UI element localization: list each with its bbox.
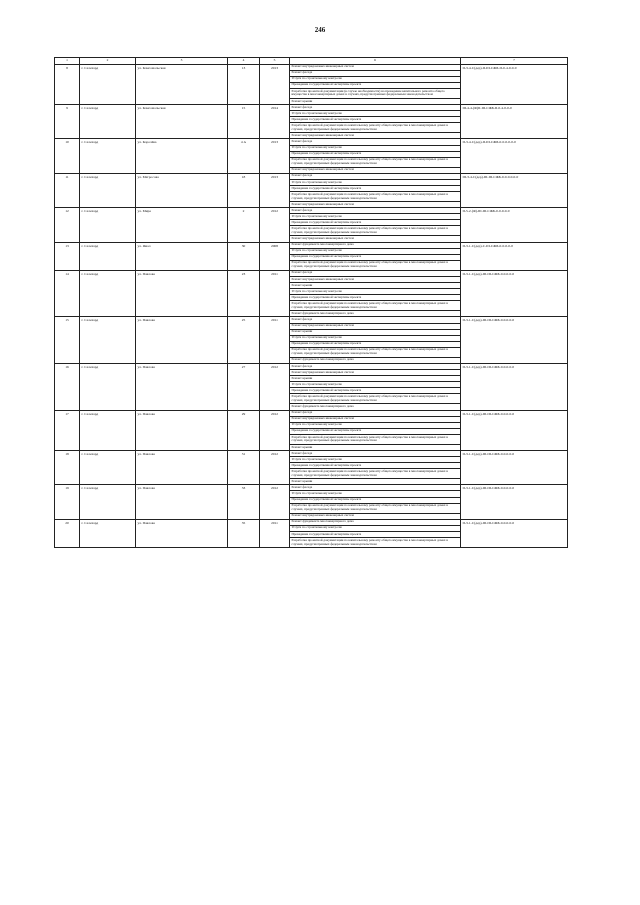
- row-number-cell: 17: [55, 410, 80, 450]
- city-cell: г. Салехард: [80, 208, 136, 242]
- work-type-cell: Ремонт фасада: [290, 270, 461, 276]
- work-type-cell: Ремонт фундамента многоквартирного дома: [290, 357, 461, 363]
- work-type-cell: Услуги по строительному контролю: [290, 335, 461, 341]
- work-type-cell: Разработка проектной документации по капитальному ремонту общего имущества в многоквартирных домах в случаях, предусмотренных федеральным законодательством: [290, 123, 461, 133]
- street-cell: ул. Павлова: [136, 519, 228, 547]
- city-cell: г. Салехард: [80, 173, 136, 207]
- row-number-cell: 12: [55, 208, 80, 242]
- year-cell: 2012: [260, 485, 290, 519]
- street-cell: ул. Павлова: [136, 363, 228, 410]
- city-cell: г. Салехард: [80, 485, 136, 519]
- city-cell: г. Салехард: [80, 64, 136, 104]
- work-type-cell: Ремонт внутридомовых инженерных систем: [290, 202, 461, 208]
- work-type-cell: Услуги по строительному контролю: [290, 145, 461, 151]
- work-type-cell: Проведение государственной экспертизы проекта: [290, 151, 461, 157]
- house-number-cell: 4 А: [228, 139, 260, 173]
- work-type-cell: Разработка проектной документации по капитальному ремонту общего имущества в многоквартирных домах в случаях, предусмотренных федеральным законодательством: [290, 157, 461, 167]
- classification-code-cell: II-5-2-(Ф)-III-III-СЖБ-0-0-0-0-0: [461, 208, 568, 242]
- column-header: 7: [461, 58, 568, 65]
- work-type-cell: Ремонт фасада: [290, 139, 461, 145]
- city-cell: г. Салехард: [80, 317, 136, 364]
- classification-code-cell: III-3-4-С(дер)-III-III-СЖБ-0-0-0-0-0-0: [461, 173, 568, 207]
- row-number-cell: 14: [55, 270, 80, 317]
- city-cell: г. Салехард: [80, 139, 136, 173]
- work-type-cell: Ремонт фасада: [290, 317, 461, 323]
- house-number-cell: 33: [228, 485, 260, 519]
- street-cell: ул. Мира: [136, 208, 228, 242]
- work-type-cell: Ремонт фасада: [290, 70, 461, 76]
- classification-code-cell: II-3-1-С(дер)-С-III-СЖБ-0-0-0-0-0: [461, 242, 568, 270]
- row-number-cell: 13: [55, 242, 80, 270]
- classification-code-cell: II-3-1-С(дер)-III-III-СЖБ-0-0-0-0-0: [461, 485, 568, 519]
- house-number-cell: 2: [228, 208, 260, 242]
- column-header: 1: [55, 58, 80, 65]
- work-type-cell: Разработка проектной документации по капитальному ремонту общего имущества в многоквартирных домах в случаях, предусмотренных федеральным законодательством: [290, 394, 461, 404]
- house-number-cell: 30: [228, 242, 260, 270]
- street-cell: ул. Павлова: [136, 451, 228, 485]
- row-number-cell: 20: [55, 519, 80, 547]
- street-cell: ул. Ямал: [136, 242, 228, 270]
- work-type-cell: Ремонт крыши: [290, 444, 461, 450]
- work-type-cell: Проведение государственной экспертизы проекта: [290, 295, 461, 301]
- classification-code-cell: II-3-1-С(дер)-III-III-СЖБ-0-0-0-0-0: [461, 363, 568, 410]
- work-type-cell: Ремонт фасада: [290, 208, 461, 214]
- year-cell: 2012: [260, 410, 290, 450]
- year-cell: 2012: [260, 363, 290, 410]
- city-cell: г. Салехард: [80, 519, 136, 547]
- classification-code-cell: III-4-4-(Ф)II-III-СЖБ-II-0-4-0-0-0: [461, 105, 568, 139]
- work-type-cell: Услуги по строительному контролю: [290, 525, 461, 531]
- repair-program-table: [54, 57, 568, 548]
- street-cell: ул. Павлова: [136, 270, 228, 317]
- year-cell: 2014: [260, 105, 290, 139]
- classification-code-cell: II-3-1-С(дер)-III-III-СЖБ-0-0-0-0-0: [461, 410, 568, 450]
- house-number-cell: 15: [228, 105, 260, 139]
- column-header: 5: [260, 58, 290, 65]
- classification-code-cell: II-3-1-С(дер)-III-III-СЖБ-0-0-0-0-0: [461, 451, 568, 485]
- street-cell: ул. Королёва: [136, 139, 228, 173]
- row-number-cell: 18: [55, 451, 80, 485]
- year-cell: 2011: [260, 317, 290, 364]
- work-type-cell: Ремонт крыши: [290, 329, 461, 335]
- work-type-cell: Услуги по строительному контролю: [290, 422, 461, 428]
- house-number-cell: 13: [228, 64, 260, 104]
- work-type-cell: Ремонт внутридомовых инженерных систем: [290, 167, 461, 173]
- work-type-cell: Ремонт внутридомовых инженерных систем: [290, 133, 461, 139]
- work-type-cell: Разработка проектной документации по капитальному ремонту общего имущества в многоквартирных домах в случаях, предусмотренных федеральным законодательством: [290, 347, 461, 357]
- year-cell: 2013: [260, 139, 290, 173]
- work-type-cell: Разработка проектной документации по капитальному ремонту общего имущества в многоквартирных домах в случаях, предусмотренных федеральным законодательством: [290, 260, 461, 270]
- street-cell: ул. Комсомольская: [136, 64, 228, 104]
- house-number-cell: 23: [228, 270, 260, 317]
- work-type-cell: Услуги по строительному контролю: [290, 382, 461, 388]
- street-cell: ул. Матросова: [136, 173, 228, 207]
- work-type-cell: Услуги по строительному контролю: [290, 248, 461, 254]
- work-type-cell: Разработка проектной документации по капитальному ремонту общего имущества в многоквартирных домах в случаях, предусмотренных федеральным законодательством: [290, 226, 461, 236]
- work-type-cell: Ремонт крыши: [290, 98, 461, 104]
- street-cell: ул. Павлова: [136, 317, 228, 364]
- street-cell: ул. Комсомольская: [136, 105, 228, 139]
- work-type-cell: Услуги по строительному контролю: [290, 289, 461, 295]
- row-number-cell: 9: [55, 105, 80, 139]
- work-type-cell: Проведение государственной экспертизы проекта: [290, 388, 461, 394]
- street-cell: ул. Павлова: [136, 485, 228, 519]
- work-type-cell: Ремонт фасада: [290, 173, 461, 179]
- column-header: 2: [80, 58, 136, 65]
- work-type-cell: Проведение государственной экспертизы проекта: [290, 341, 461, 347]
- year-cell: 2012: [260, 451, 290, 485]
- column-header: 3: [136, 58, 228, 65]
- work-type-cell: Ремонт фундамента многоквартирного дома: [290, 242, 461, 248]
- work-type-cell: Услуги по строительному контролю: [290, 457, 461, 463]
- work-type-cell: Услуги по строительному контролю: [290, 76, 461, 82]
- work-type-cell: Проведение государственной экспертизы проекта: [290, 463, 461, 469]
- work-type-cell: Ремонт фасада: [290, 105, 461, 111]
- column-header: 6: [290, 58, 461, 65]
- house-number-cell: 18: [228, 173, 260, 207]
- work-type-cell: Проведение государственной экспертизы проекта: [290, 117, 461, 123]
- work-type-cell: Ремонт крыши: [290, 283, 461, 289]
- work-type-cell: Ремонт крыши: [290, 376, 461, 382]
- row-number-cell: 11: [55, 173, 80, 207]
- work-type-cell: Ремонт внутридомовых инженерных систем: [290, 416, 461, 422]
- column-number-row: [55, 58, 568, 65]
- year-cell: 2013: [260, 173, 290, 207]
- year-cell: 2008: [260, 242, 290, 270]
- classification-code-cell: II-3-1-С(дер)-III-III-СЖБ-0-0-0-0-0: [461, 519, 568, 547]
- row-number-cell: 16: [55, 363, 80, 410]
- city-cell: г. Салехард: [80, 363, 136, 410]
- table-header: [55, 58, 568, 65]
- year-cell: 2012: [260, 208, 290, 242]
- year-cell: 2013: [260, 64, 290, 104]
- work-type-cell: Ремонт фундамента многоквартирного дома: [290, 519, 461, 525]
- city-cell: г. Салехард: [80, 105, 136, 139]
- work-type-cell: Проведение государственной экспертизы проекта: [290, 428, 461, 434]
- street-cell: ул. Павлова: [136, 410, 228, 450]
- work-type-cell: Услуги по строительному контролю: [290, 214, 461, 220]
- work-type-cell: Разработка проектной документации по капитальному ремонту общего имущества в многоквартирных домах в случаях, предусмотренных федеральным законодательством: [290, 301, 461, 311]
- row-number-cell: 15: [55, 317, 80, 364]
- work-type-cell: Услуги по строительному контролю: [290, 111, 461, 117]
- page-number: 246: [314, 26, 326, 34]
- classification-code-cell: II-3-1-С(дер)-III-III-СЖБ-0-0-0-0-0: [461, 270, 568, 317]
- city-cell: г. Салехард: [80, 270, 136, 317]
- work-type-cell: Ремонт фундамента многоквартирного дома: [290, 404, 461, 410]
- work-type-cell: Проведение государственной экспертизы проекта: [290, 186, 461, 192]
- work-type-cell: Разработка проектной документации по капитальному ремонту общего имущества в многоквартирных домах в случаях, предусмотренных федеральным законодательством: [290, 434, 461, 444]
- house-number-cell: 35: [228, 519, 260, 547]
- city-cell: г. Салехард: [80, 451, 136, 485]
- classification-code-cell: II-3-1-С(дер)-III-III-СЖБ-0-0-0-0-0: [461, 317, 568, 364]
- work-type-cell: Разработка проектной документации по капитальному ремонту общего имущества в многоквартирных домах в случаях, предусмотренных федеральным законодательством: [290, 469, 461, 479]
- house-number-cell: 25: [228, 317, 260, 364]
- work-type-cell: Проведение государственной экспертизы проекта: [290, 531, 461, 537]
- work-type-cell: Разработка проектной документации по капитальному ремонту общего имущества в многоквартирных домах в случаях, предусмотренных федеральным законодательством: [290, 538, 461, 548]
- work-type-cell: Проведение государственной экспертизы проекта: [290, 220, 461, 226]
- work-type-cell: Разработка проектной документации по капитальному ремонту общего имущества в многоквартирных домах в случаях, предусмотренных федеральным законодательством: [290, 503, 461, 513]
- work-type-cell: Ремонт внутридомовых инженерных систем: [290, 513, 461, 519]
- work-type-cell: Разработка проектной документации (в случае необходимости) на проведение капитального ремонта общего имущества в многоквартирных домах в случаях, предусмотренных федеральным законодательством: [290, 88, 461, 98]
- work-type-cell: Ремонт внутридомовых инженерных систем: [290, 370, 461, 376]
- column-header: 4: [228, 58, 260, 65]
- year-cell: 2011: [260, 519, 290, 547]
- table-body: [55, 64, 568, 547]
- work-type-cell: Ремонт внутридомовых инженерных систем: [290, 64, 461, 70]
- work-type-cell: Ремонт фасада: [290, 485, 461, 491]
- row-number-cell: 19: [55, 485, 80, 519]
- work-type-cell: Услуги по строительному контролю: [290, 491, 461, 497]
- work-type-cell: Ремонт крыши: [290, 479, 461, 485]
- row-number-cell: 10: [55, 139, 80, 173]
- work-type-cell: Проведение государственной экспертизы проекта: [290, 82, 461, 88]
- repair-program-table-wrapper: [54, 57, 567, 548]
- work-type-cell: Ремонт фундамента многоквартирного дома: [290, 311, 461, 317]
- work-type-cell: Услуги по строительному контролю: [290, 179, 461, 185]
- city-cell: г. Салехард: [80, 242, 136, 270]
- city-cell: г. Салехард: [80, 410, 136, 450]
- house-number-cell: 27: [228, 363, 260, 410]
- classification-code-cell: II-3-4-С(дер)-II-III-СЖБ-II-0-4-0-0-0: [461, 64, 568, 104]
- work-type-cell: Ремонт фасада: [290, 451, 461, 457]
- house-number-cell: 29: [228, 410, 260, 450]
- work-type-cell: Проведение государственной экспертизы проекта: [290, 254, 461, 260]
- house-number-cell: 31: [228, 451, 260, 485]
- work-type-cell: Разработка проектной документации по капитальному ремонту общего имущества в многоквартирных домах в случаях, предусмотренных федеральным законодательством: [290, 192, 461, 202]
- work-type-cell: Ремонт фасада: [290, 363, 461, 369]
- work-type-cell: Ремонт внутридомовых инженерных систем: [290, 276, 461, 282]
- work-type-cell: Ремонт фасада: [290, 410, 461, 416]
- row-number-cell: 8: [55, 64, 80, 104]
- work-type-cell: Ремонт внутридомовых инженерных систем: [290, 323, 461, 329]
- work-type-cell: Ремонт внутридомовых инженерных систем: [290, 236, 461, 242]
- classification-code-cell: II-3-4-С(дер)-II-III-СЖБ-0-0-0-0-0-0: [461, 139, 568, 173]
- year-cell: 2011: [260, 270, 290, 317]
- work-type-cell: Проведение государственной экспертизы проекта: [290, 497, 461, 503]
